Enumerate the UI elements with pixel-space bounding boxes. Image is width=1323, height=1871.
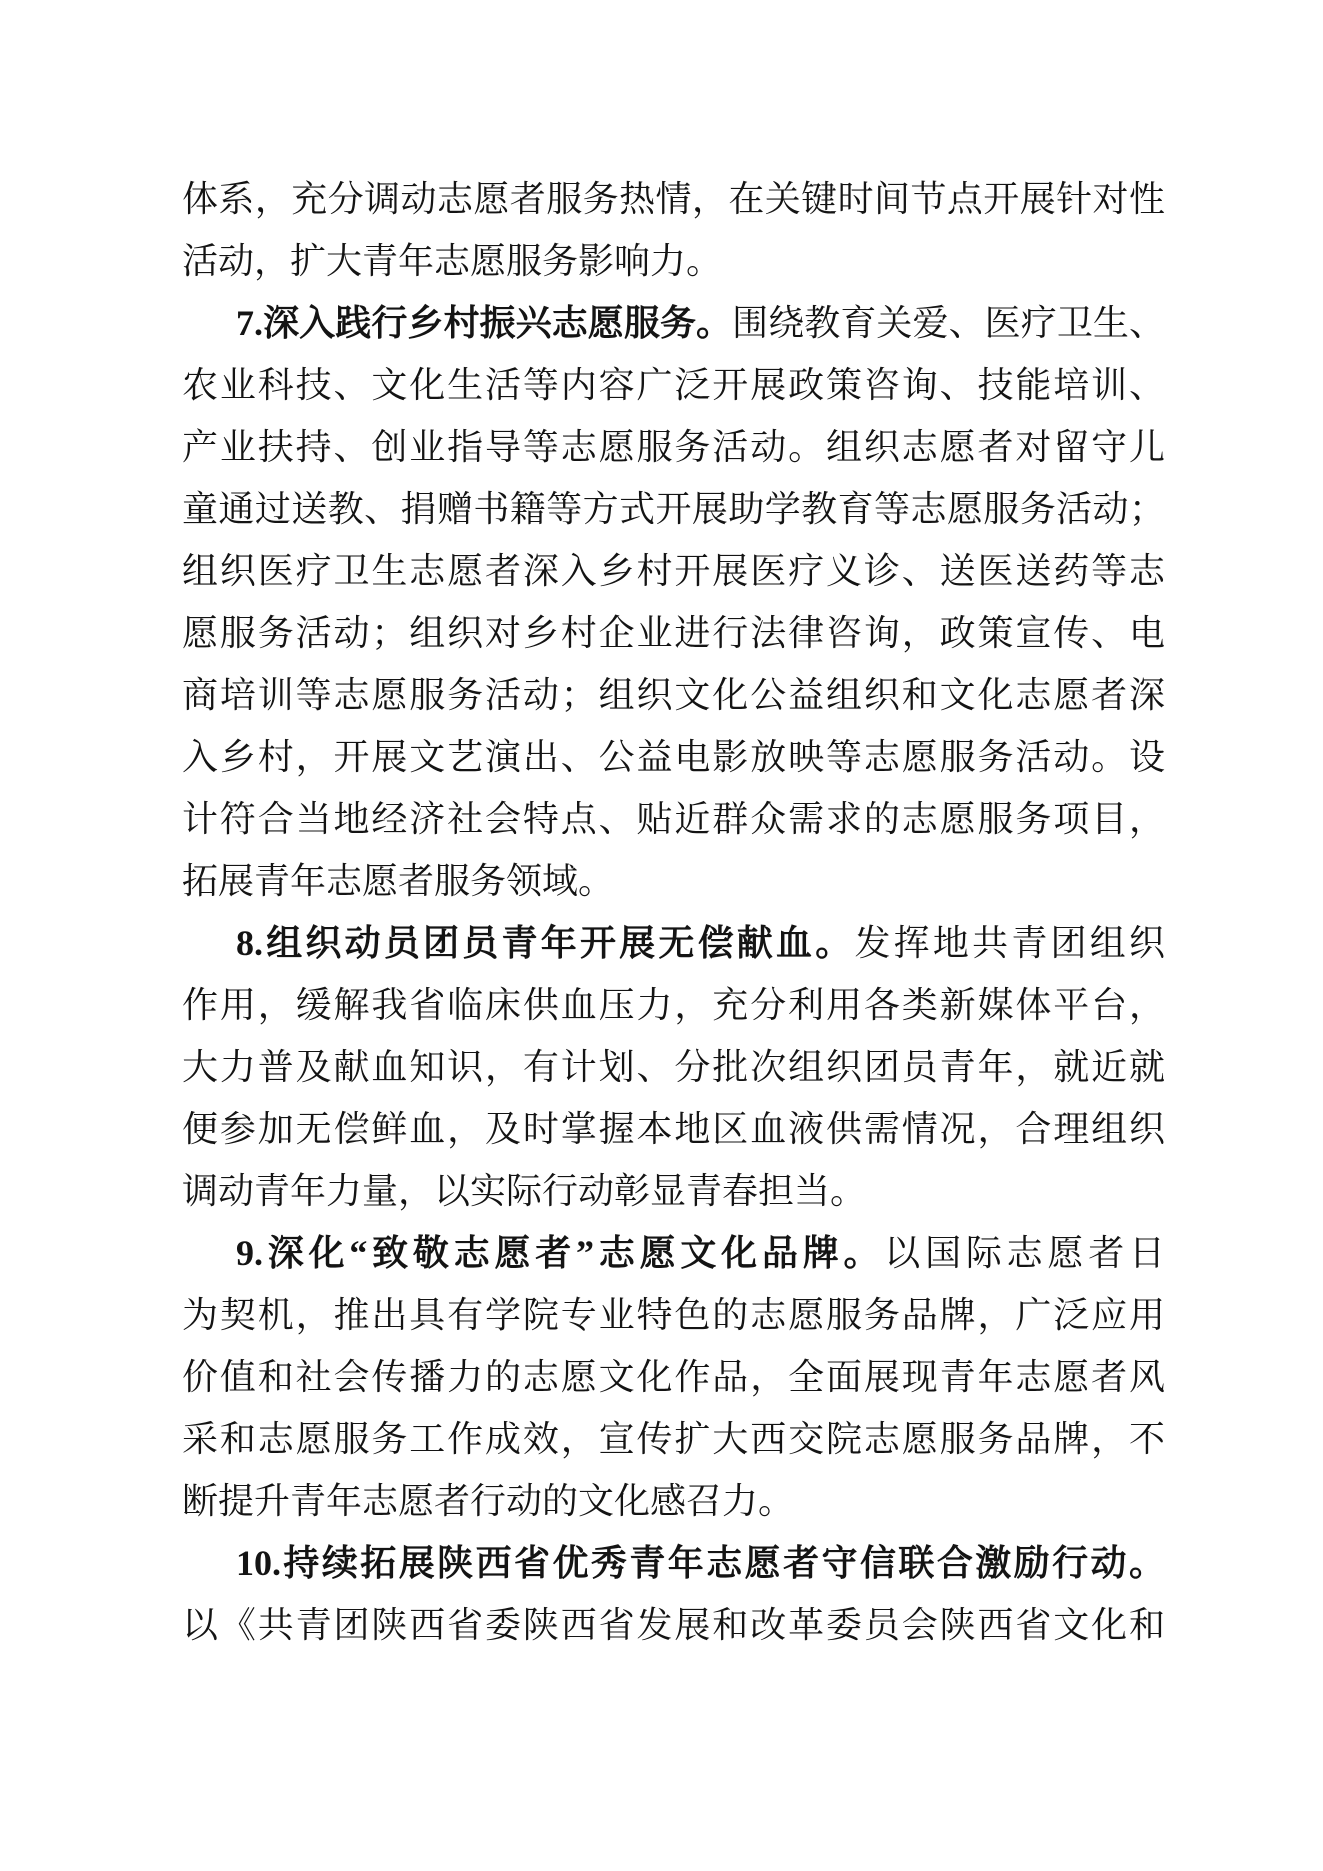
- line-text: 拓展青年志愿者服务领域。: [182, 861, 615, 901]
- text-line: [182, 478, 1165, 540]
- line-text: 围绕教育关爱、医疗卫生、: [732, 303, 1165, 343]
- text-line: [182, 974, 1165, 1036]
- paragraph-lead: 8.组织动员团员青年开展无偿献血。: [236, 923, 855, 963]
- text-line: [182, 354, 1165, 416]
- line-text: 便参加无偿鲜血，及时掌握本地区血液供需情况，合理组织: [182, 1109, 1165, 1149]
- paragraph-lead: 10.持续拓展陕西省优秀青年志愿者守信联合激励行动。: [236, 1543, 1165, 1583]
- text-line: [182, 416, 1165, 478]
- line-text: 组织医疗卫生志愿者深入乡村开展医疗义诊、送医送药等志: [182, 551, 1165, 591]
- line-text: 采和志愿服务工作成效，宣传扩大西交院志愿服务品牌，不: [182, 1419, 1165, 1459]
- line-text: 商培训等志愿服务活动；组织文化公益组织和文化志愿者深: [182, 675, 1165, 715]
- line-text: 计符合当地经济社会特点、贴近群众需求的志愿服务项目，: [182, 799, 1165, 839]
- line-text: 愿服务活动；组织对乡村企业进行法律咨询，政策宣传、电: [182, 613, 1165, 653]
- text-line: [182, 1594, 1165, 1656]
- text-line-paragraph-8-start: [182, 912, 1165, 974]
- line-text: 农业科技、文化生活等内容广泛开展政策咨询、技能培训、: [182, 365, 1165, 405]
- line-text: 产业扶持、创业指导等志愿服务活动。组织志愿者对留守儿: [182, 427, 1165, 467]
- line-text: 价值和社会传播力的志愿文化作品，全面展现青年志愿者风: [182, 1357, 1165, 1397]
- text-line: [182, 850, 1165, 912]
- text-line: [182, 602, 1165, 664]
- line-text: 活动，扩大青年志愿服务影响力。: [182, 241, 723, 281]
- line-text: 童通过送教、捐赠书籍等方式开展助学教育等志愿服务活动；: [182, 489, 1165, 529]
- text-line: [182, 664, 1165, 726]
- line-text: 入乡村，开展文艺演出、公益电影放映等志愿服务活动。设: [182, 737, 1165, 777]
- text-line: [182, 788, 1165, 850]
- text-line-paragraph-10-start: [182, 1532, 1165, 1594]
- line-text: 为契机，推出具有学院专业特色的志愿服务品牌，广泛应用: [182, 1295, 1165, 1335]
- text-line: [182, 1408, 1165, 1470]
- line-text: 以《共青团陕西省委陕西省发展和改革委员会陕西省文化和: [182, 1605, 1165, 1645]
- text-line: [182, 726, 1165, 788]
- paragraph-lead: 9.深化“致敬志愿者”志愿文化品牌。: [236, 1233, 885, 1273]
- text-line: [182, 1284, 1165, 1346]
- line-text: 发挥地共青团组织: [854, 923, 1165, 963]
- line-text: 以国际志愿者日: [884, 1233, 1165, 1273]
- text-line: [182, 1160, 1165, 1222]
- text-line: [182, 1346, 1165, 1408]
- text-line: [182, 1470, 1165, 1532]
- text-line: [182, 540, 1165, 602]
- document-text-block: [182, 168, 1165, 1656]
- line-text: 大力普及献血知识，有计划、分批次组织团员青年，就近就: [182, 1047, 1165, 1087]
- line-text: 断提升青年志愿者行动的文化感召力。: [182, 1481, 795, 1521]
- text-line: [182, 168, 1165, 230]
- paragraph-lead: 7.深入践行乡村振兴志愿服务。: [236, 303, 733, 343]
- text-line: [182, 1098, 1165, 1160]
- text-line: [182, 230, 1165, 292]
- text-line-paragraph-9-start: [182, 1222, 1165, 1284]
- line-text: 作用，缓解我省临床供血压力，充分利用各类新媒体平台，: [182, 985, 1165, 1025]
- line-text: 调动青年力量，以实际行动彰显青春担当。: [182, 1171, 867, 1211]
- text-line: [182, 1036, 1165, 1098]
- line-text: 体系，充分调动志愿者服务热情，在关键时间节点开展针对性: [182, 179, 1165, 219]
- text-line-paragraph-7-start: [182, 292, 1165, 354]
